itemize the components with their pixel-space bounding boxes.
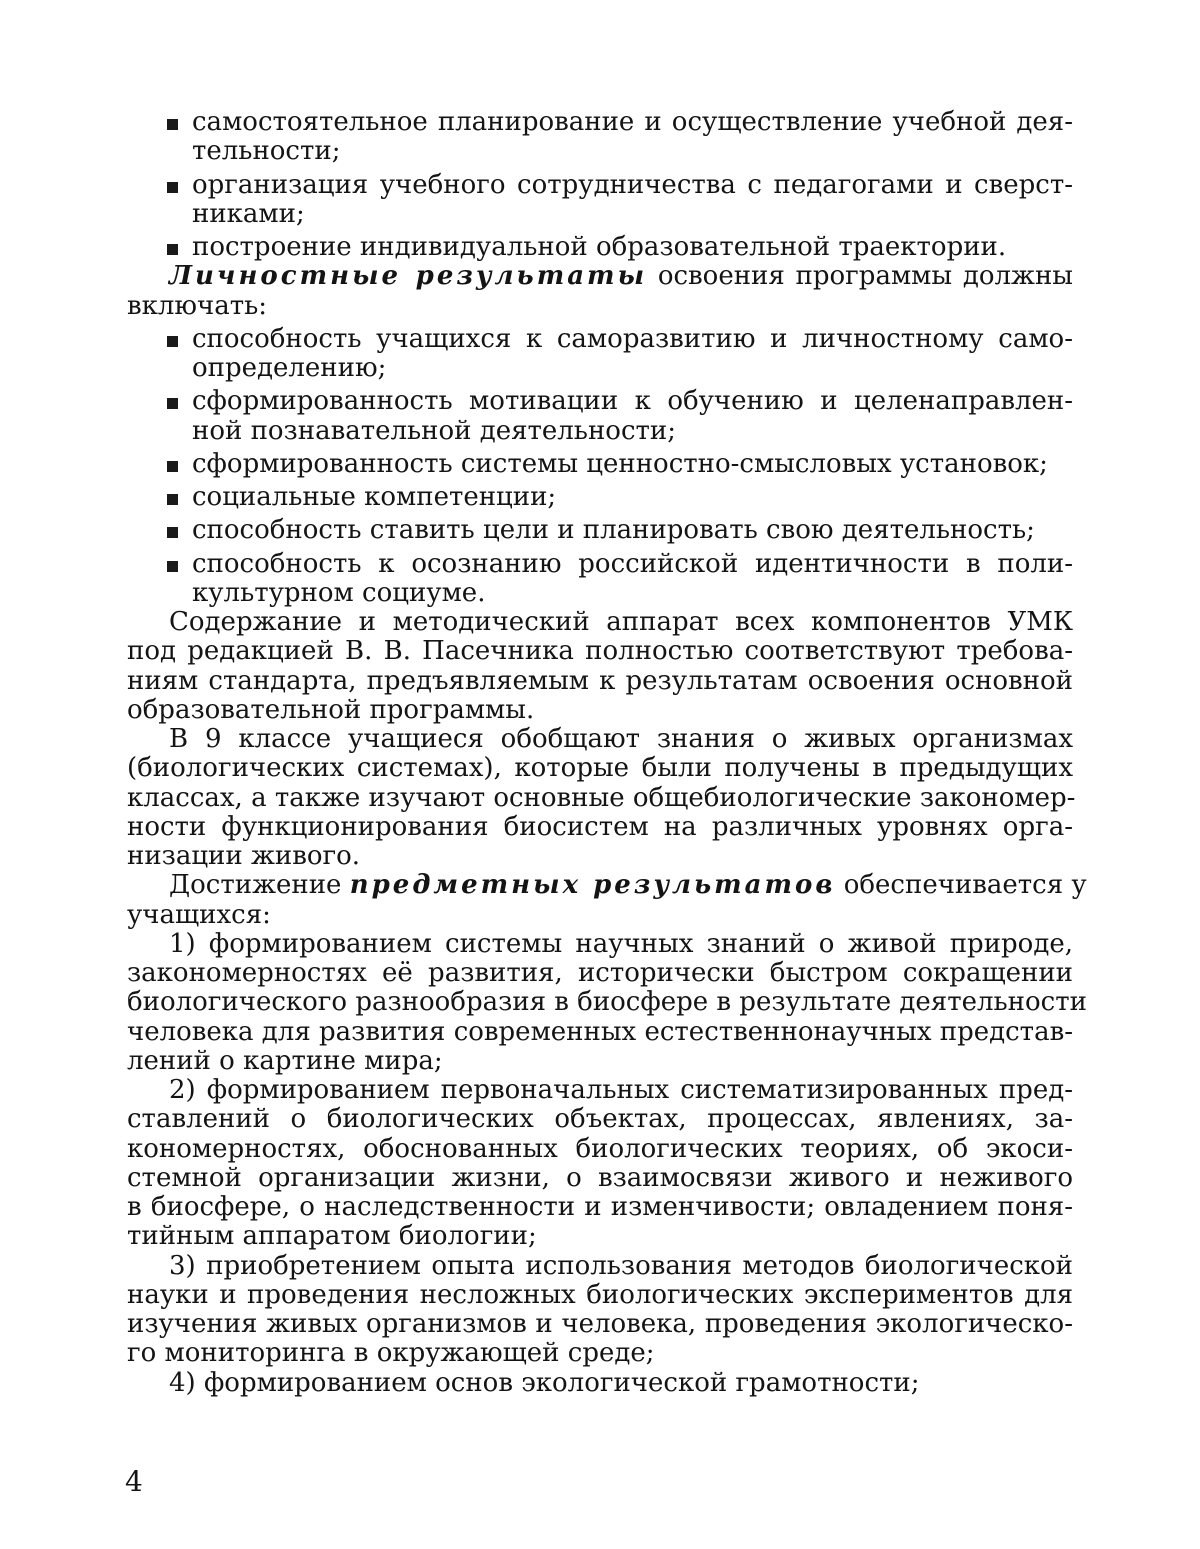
text-line — [127, 108, 1073, 137]
text-line — [127, 1310, 1073, 1339]
text-segment: ставлений о биологических объектах, процессах, явлениях, за- — [127, 1104, 1073, 1135]
text-line — [127, 1018, 1073, 1047]
text-segment: способность учащихся к саморазвитию и личностному само- — [192, 323, 1073, 354]
text-line — [127, 901, 1073, 930]
bullet-square-icon — [167, 494, 178, 505]
text-segment: 3) приобретением опыта использования методов биологической — [169, 1250, 1073, 1281]
text-segment: учащихся: — [127, 899, 271, 930]
text-line — [127, 754, 1073, 783]
text-line — [127, 696, 1073, 725]
text-line — [127, 1369, 1073, 1398]
text-line — [127, 550, 1073, 579]
text-segment: 4) формированием основ экологической грамотности; — [169, 1367, 920, 1398]
text-segment: образовательной программы. — [127, 694, 535, 725]
text-segment: Достижение — [169, 870, 350, 901]
text-line — [127, 579, 1073, 608]
bullet-square-icon — [167, 398, 178, 409]
text-line — [127, 233, 1073, 262]
emphasis-term: предметных результатов — [349, 870, 836, 901]
text-line — [127, 417, 1073, 446]
text-line — [127, 842, 1073, 871]
text-line — [127, 1193, 1073, 1222]
text-line — [127, 667, 1073, 696]
text-segment: в биосфере, о наследственности и изменчивости; овладением поня- — [127, 1192, 1073, 1222]
text-line — [127, 1105, 1073, 1134]
text-segment: самостоятельное планирование и осуществление учебной дея- — [192, 107, 1073, 137]
text-line — [127, 171, 1073, 200]
text-segment: культурном социуме. — [192, 577, 486, 608]
text-line — [127, 387, 1073, 416]
text-segment: способность ставить цели и планировать свою деятельность; — [192, 515, 1035, 546]
text-line — [127, 959, 1073, 988]
text-segment: освоения программы должны — [647, 261, 1074, 292]
text-line — [127, 870, 1087, 901]
bullet-square-icon — [167, 527, 178, 538]
text-line — [127, 1135, 1073, 1164]
text-segment: сформированность системы ценностно-смысловых установок; — [192, 448, 1048, 479]
text-segment: социальные компетенции; — [192, 482, 557, 512]
text-segment: изучения живых организмов и человека, проведения экологическо- — [127, 1309, 1073, 1339]
text-line — [127, 1339, 1073, 1368]
text-line — [127, 516, 1073, 545]
text-line — [127, 1164, 1073, 1193]
text-line — [127, 1222, 1073, 1251]
text-segment: ниям стандарта, предъявляемым к результатам освоения основной — [127, 665, 1073, 696]
text-line — [127, 725, 1073, 754]
text-line — [127, 608, 1073, 637]
text-segment: кономерностях, обоснованных биологических теориях, об экоси- — [127, 1133, 1073, 1164]
bullet-square-icon — [167, 182, 178, 193]
text-line — [127, 1281, 1073, 1310]
text-line — [127, 450, 1073, 479]
text-line — [127, 262, 1073, 291]
text-segment: биологического разнообразия в биосфере в результате деятельности — [127, 987, 1087, 1018]
bullet-square-icon — [167, 119, 178, 130]
text-segment: лений о картине мира; — [127, 1045, 443, 1076]
emphasis-term: Личностные результаты — [169, 261, 648, 292]
text-segment: сформированность мотивации к обучению и целенаправлен- — [192, 386, 1073, 417]
text-segment: тийным аппаратом биологии; — [127, 1221, 537, 1252]
text-segment: стемной организации жизни, о взаимосвязи живого и неживого — [127, 1162, 1073, 1193]
text-segment: 1) формированием системы научных знаний о живой природе, — [169, 928, 1073, 959]
page-number: 4 — [125, 1465, 143, 1498]
text-segment: В 9 классе учащиеся обобщают знания о живых организмах — [169, 724, 1073, 754]
text-line — [127, 813, 1073, 842]
text-segment: никами; — [192, 198, 305, 229]
text-segment: го мониторинга в окружающей среде; — [127, 1338, 655, 1369]
text-segment: ной познавательной деятельности; — [192, 415, 676, 446]
text-segment: низации живого. — [127, 841, 361, 871]
text-segment: определению; — [192, 353, 387, 383]
text-segment: науки и проведения несложных биологических экспериментов для — [127, 1279, 1073, 1310]
text-segment: Содержание и методический аппарат всех компонентов УМК — [169, 607, 1073, 637]
text-line — [127, 1047, 1073, 1076]
text-line — [127, 987, 1087, 1018]
bullet-square-icon — [167, 561, 178, 572]
text-segment: (биологических системах), которые были получены в предыдущих — [127, 753, 1073, 784]
text-line — [127, 637, 1073, 666]
text-line — [127, 200, 1073, 229]
text-line — [127, 930, 1073, 959]
text-line — [127, 137, 1073, 166]
text-segment: человека для развития современных естественнонаучных представ- — [127, 1016, 1073, 1047]
text-segment: обеспечивается у — [835, 870, 1087, 901]
bullet-square-icon — [167, 244, 178, 255]
text-line — [127, 292, 1073, 321]
text-line — [127, 1076, 1073, 1105]
text-line — [127, 325, 1073, 354]
text-segment: закономерностях её развития, исторически быстром сокращении — [127, 958, 1073, 988]
text-line — [127, 483, 1073, 512]
bullet-square-icon — [167, 461, 178, 472]
bullet-square-icon — [167, 336, 178, 347]
text-segment: организация учебного сотрудничества с педагогами и сверст- — [192, 169, 1073, 200]
text-segment: под редакцией В. В. Пасечника полностью соответствуют требова- — [127, 636, 1073, 667]
text-segment: тельности; — [192, 136, 341, 167]
text-line — [127, 782, 1076, 813]
text-segment: способность к осознанию российской идентичности в поли- — [192, 548, 1073, 579]
text-segment: включать: — [127, 290, 268, 321]
page-body — [127, 107, 1087, 1398]
text-segment: ности функционирования биосистем на различных уровнях орга- — [127, 811, 1073, 842]
text-segment: 2) формированием первоначальных систематизированных пред- — [169, 1075, 1073, 1105]
text-segment: построение индивидуальной образовательной траектории. — [192, 232, 1007, 262]
text-line — [127, 354, 1073, 383]
text-line — [127, 1252, 1073, 1281]
text-segment: классах, а также изучают основные общебиологические закономер- — [127, 782, 1076, 813]
